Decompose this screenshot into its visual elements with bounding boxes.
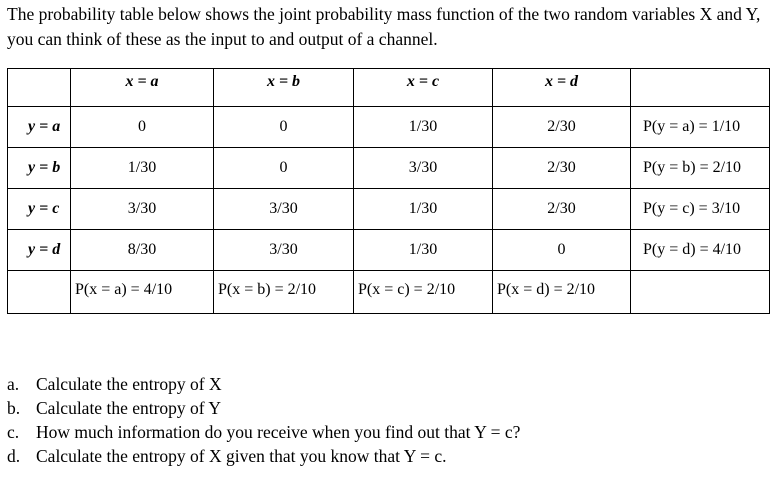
- table-cell: 1/30: [354, 107, 493, 148]
- table-cell: 2/30: [493, 148, 631, 189]
- list-item: [7, 420, 520, 444]
- list-marker: b.: [7, 398, 21, 418]
- table-cell: 0: [214, 107, 354, 148]
- table-cell: 0: [214, 148, 354, 189]
- corner-cell: [8, 69, 71, 107]
- question-text: Calculate the entropy of X: [36, 374, 222, 394]
- list-item: [7, 444, 520, 468]
- row-header: y = d: [8, 230, 71, 271]
- empty-cell: [8, 271, 71, 314]
- table-row: [8, 148, 770, 189]
- column-header: x = b: [214, 69, 354, 107]
- list-item: [7, 396, 520, 420]
- question-text: Calculate the entropy of X given that you know that Y = c.: [36, 446, 447, 466]
- intro-paragraph: The probability table below shows the joint probability mass function of the two random variables X and Y, you can think of these as the input to and output of a channel.: [7, 4, 761, 49]
- x-marginal-cell: P(x = c) = 2/10: [354, 271, 493, 314]
- table-cell: 3/30: [214, 189, 354, 230]
- column-header: x = c: [354, 69, 493, 107]
- table-cell: 2/30: [493, 189, 631, 230]
- marginal-header-cell: [631, 69, 770, 107]
- table-cell: 1/30: [71, 148, 214, 189]
- table-cell: 3/30: [71, 189, 214, 230]
- x-marginal-cell: P(x = d) = 2/10: [493, 271, 631, 314]
- table-row: [8, 107, 770, 148]
- table-cell: 3/30: [214, 230, 354, 271]
- empty-cell: [631, 271, 770, 314]
- row-header: y = c: [8, 189, 71, 230]
- y-marginal-cell: P(y = d) = 4/10: [631, 230, 770, 271]
- table-cell: 8/30: [71, 230, 214, 271]
- x-marginal-cell: P(x = a) = 4/10: [71, 271, 214, 314]
- y-marginal-cell: P(y = c) = 3/10: [631, 189, 770, 230]
- list-marker: a.: [7, 374, 20, 394]
- table-row: [8, 189, 770, 230]
- joint-probability-table: [7, 68, 770, 314]
- x-marginal-cell: P(x = b) = 2/10: [214, 271, 354, 314]
- table-cell: 0: [71, 107, 214, 148]
- table-cell: 1/30: [354, 230, 493, 271]
- table-header-row: [8, 69, 770, 107]
- question-text: How much information do you receive when you find out that Y = c?: [36, 422, 521, 442]
- table-cell: 0: [493, 230, 631, 271]
- x-marginal-row: [8, 271, 770, 314]
- table-cell: 2/30: [493, 107, 631, 148]
- question-list: [7, 372, 520, 468]
- y-marginal-cell: P(y = a) = 1/10: [631, 107, 770, 148]
- table-cell: 1/30: [354, 189, 493, 230]
- table-cell: 3/30: [354, 148, 493, 189]
- table-row: [8, 230, 770, 271]
- column-header: x = a: [71, 69, 214, 107]
- list-marker: c.: [7, 422, 20, 442]
- row-header: y = b: [8, 148, 71, 189]
- y-marginal-cell: P(y = b) = 2/10: [631, 148, 770, 189]
- list-marker: d.: [7, 446, 21, 466]
- column-header: x = d: [493, 69, 631, 107]
- question-text: Calculate the entropy of Y: [36, 398, 221, 418]
- list-item: [7, 372, 520, 396]
- row-header: y = a: [8, 107, 71, 148]
